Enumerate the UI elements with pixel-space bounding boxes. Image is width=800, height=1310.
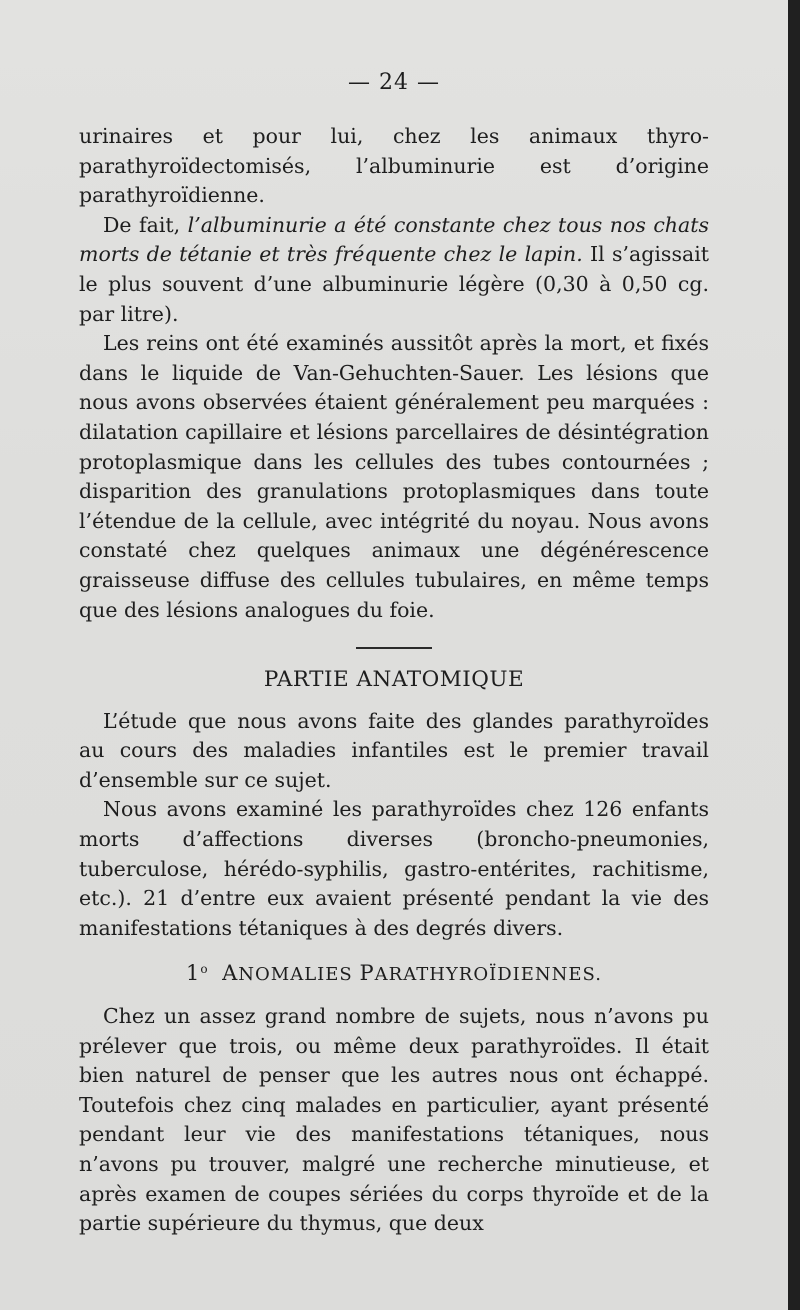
paragraph-lead: De fait, (103, 212, 188, 237)
page-body (79, 122, 709, 1239)
subsection-word1-initial: A (222, 961, 239, 986)
subsection-word2-initial: P (359, 961, 375, 986)
paragraph-continued: urinaires et pour lui, chez les animaux thyro-parathyroïdectomisés, l’albuminurie est d’origine parathyroïdienne. (79, 124, 709, 208)
subsection-word2-rest: ARATHYROÏDIENNES. (374, 964, 602, 986)
paragraph-reins: Les reins ont été examinés aussitôt après la mort, et fixés dans le liquide de Van-Gehuchten-Sauer. Les lésions que nous avons observées étaient généralement peu marquées : dilatation capillaire et lésions parcellaires de désintégration protoplasmique dans les cellules des tubes contournées ; disparition des granulations protoplasmiques dans toute l’étendue de la cellule, avec intégrité du noyau. Nous avons constaté chez quelques animaux une dégénérescence graisseuse diffuse des cellules tubulaires, en même temps que des lésions analogues du foie. (79, 331, 709, 622)
paragraph-sujets: Chez un assez grand nombre de sujets, nous n’avons pu prélever que trois, ou même deux parathyroïdes. Il était bien naturel de penser que les autres nous ont échappé. Toutefois chez cinq malades en particulier, ayant présenté pendant leur vie des manifestations tétaniques, nous n’avons pu trouver, malgré une recherche minutieuse, et après examen de coupes sériées du corps thyroïde et de la partie supérieure du thymus, que deux (79, 1004, 709, 1236)
paragraph-examen: Nous avons examiné les parathyroïdes chez 126 enfants morts d’affections diverses (broncho-pneumonies, tuberculose, hérédo-syphilis, gastro-entérites, rachitisme, etc.). 21 d’entre eux avaient présenté pendant la vie des manifestations tétaniques à des degrés divers. (79, 797, 709, 940)
paragraph-etude: L’étude que nous avons faite des glandes parathyroïdes au cours des maladies infantiles est le premier travail d’ensemble sur ce sujet. (79, 708, 709, 792)
section-divider (356, 647, 432, 649)
paragraph-albuminurie (79, 211, 709, 329)
subsection-number: 1 (186, 961, 201, 986)
subsection-word1-rest: NOMALIES (238, 964, 353, 986)
page-edge-shadow (788, 0, 800, 1310)
subsection-number-sup: o (200, 962, 209, 977)
subsection-title (79, 955, 709, 990)
paragraph-tail: Il s’agissait le plus souvent d’une albuminurie légère (0,30 à 0,50 cg. par litre). (79, 242, 709, 326)
italic-emphasis: l’albuminurie a été constante chez tous nos chats morts de tétanie et très fréquente chez le lapin. (79, 212, 709, 267)
page-number: — 24 — (348, 70, 440, 95)
section-title: PARTIE ANATOMIQUE (263, 667, 525, 693)
